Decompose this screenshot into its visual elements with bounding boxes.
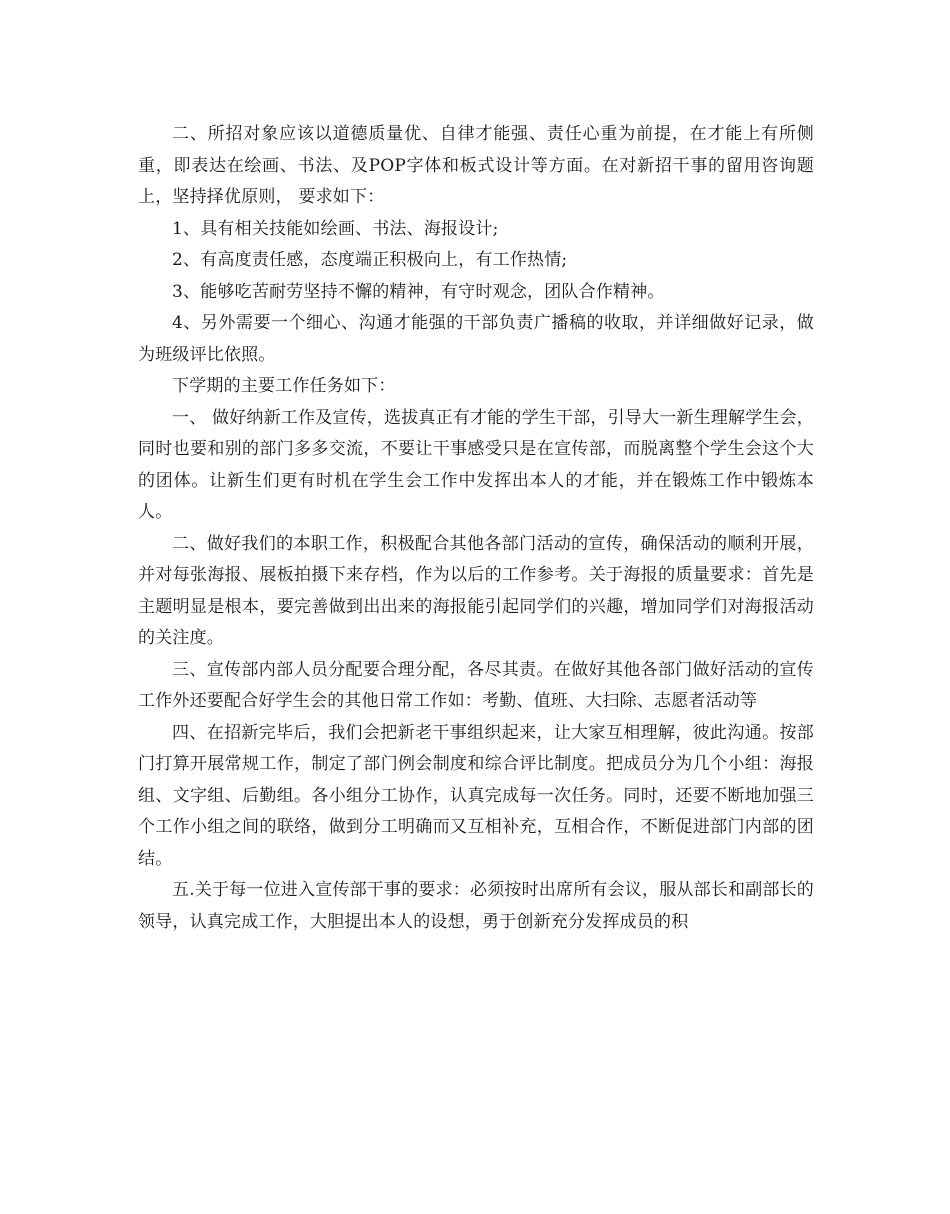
- document-body: [138, 119, 814, 938]
- paragraph-requirement-3: 3、能够吃苦耐劳坚持不懈的精神，有守时观念，团队合作精神。: [172, 281, 665, 302]
- paragraph-task-4: 四、在招新完毕后，我们会把新老干事组织起来，让大家互相理解，彼此沟通。按部门打算开展常规工作，制定了部门例会制度和综合评比制度。把成员分为几个小组：海报组、文字组、后勤组。各小组分工协作，认真完成每一次任务。同时，还要不断地加强三个工作小组之间的联络，做到分工明确而又互相补充，互相合作，不断促进部门内部的团结。: [138, 722, 814, 869]
- paragraph-task-3: 三、宣传部内部人员分配要合理分配，各尽其责。在做好其他各部门做好活动的宣传工作外还要配合好学生会的其他日常工作如：考勤、值班、大扫除、志愿者活动等: [138, 659, 814, 711]
- paragraph-task-5: 五.关于每一位进入宣传部干事的要求：必须按时出席所有会议，服从部长和副部长的领导，认真完成工作，大胆提出本人的设想，勇于创新充分发挥成员的积: [138, 880, 815, 932]
- paragraph-task-1: 一、 做好纳新工作及宣传，选拔真正有才能的学生干部，引导大一新生理解学生会， 同时也要和别的部门多多交流，不要让干事感受只是在宣传部，而脱离整个学生会这个大的团体。让新生们更有时机在学生会工作中发挥出本人的才能，并在锻炼工作中锻炼本人。: [138, 407, 815, 522]
- paragraph-next-term-heading: 下学期的主要工作任务如下：: [172, 376, 396, 396]
- paragraph-requirement-1: 1、具有相关技能如绘画、书法、海报设计;: [172, 218, 499, 239]
- paragraph-recruit-requirements: 二、所招对象应该以道德质量优、自律才能强、责任心重为前提，在才能上有所侧重，即表达在绘画、书法、及POP字体和板式设计等方面。在对新招干事的留用咨询题上，坚持择优原则， 要求如下：: [138, 124, 814, 207]
- paragraph-requirement-4: 4、另外需要一个细心、沟通才能强的干部负责广播稿的收取，并详细做好记录，做为班级评比依照。: [138, 313, 814, 365]
- paragraph-task-2: 二、做好我们的本职工作，积极配合其他各部门活动的宣传，确保活动的顺利开展，并对每张海报、展板拍摄下来存档，作为以后的工作参考。关于海报的质量要求：首先是主题明显是根本，要完善做到出出来的海报能引起同学们的兴趣，增加同学们对海报活动的关注度。: [138, 533, 814, 648]
- paragraph-requirement-2: 2、有高度责任感，态度端正积极向上，有工作热情;: [172, 250, 568, 270]
